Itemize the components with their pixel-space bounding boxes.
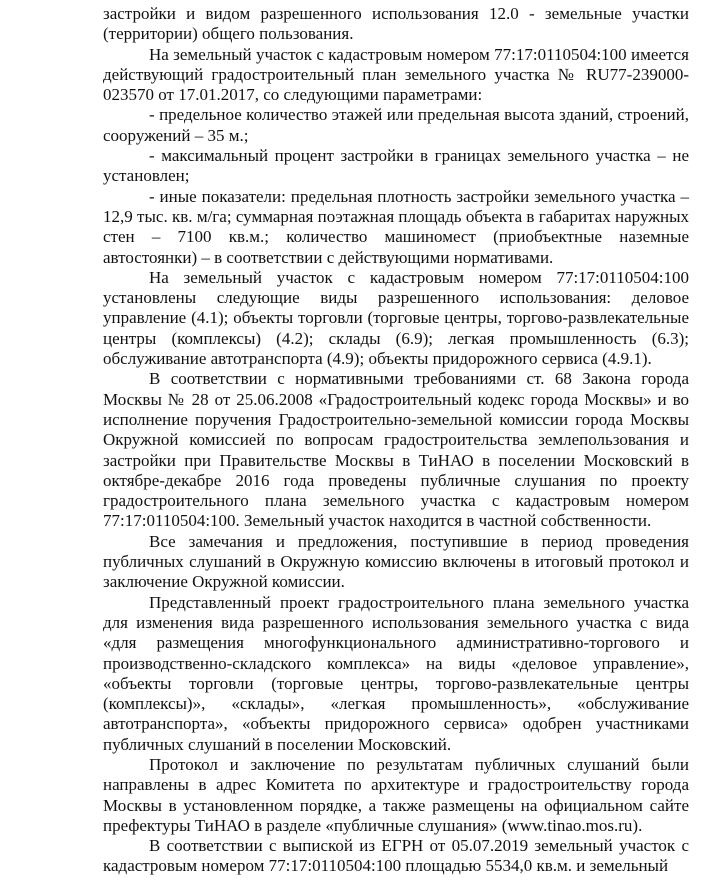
paragraph-urban-plan: На земельный участок с кадастровым номером 77:17:0110504:100 имеется действующий градостроительный план земельного участка № RU77-239000-023570 от 17.01.2017, со следующими параметрами:	[103, 44, 689, 105]
paragraph-egrn-extract: В соответствии с выпиской из ЕГРН от 05.07.2019 земельный участок с кадастровым номером 77:17:0110504:100 площадью 5534,0 кв.м. и земельный	[103, 836, 689, 876]
document-body	[103, 4, 689, 877]
list-item-coverage: - максимальный процент застройки в границах земельного участка – не установлен;	[103, 146, 689, 186]
paragraph-permitted-uses: На земельный участок с кадастровым номером 77:17:0110504:100 установлены следующие виды разрешенного использования: деловое управление (4.1); объекты торговли (торговые центры, торгово-развлекательные центры (комплексы) (4.2); склады (6.9); легкая промышленность (6.3); обслуживание автотранспорта (4.9); объекты придорожного сервиса (4.9.1).	[103, 267, 689, 369]
paragraph-public-hearings: В соответствии с нормативными требованиями ст. 68 Закона города Москвы № 28 от 25.06.2008 «Градостроительный кодекс города Москвы» и во исполнение поручения Градостроительно-земельной комиссии города Москвы Окружной комиссией по вопросам градостроительства землепользования и застройки при Правительстве Москвы в ТиНАО в поселении Московский в октябре-декабре 2016 года проведены публичные слушания по проекту градостроительного плана земельного участка с кадастровым номером 77:17:0110504:100. Земельный участок находится в частной собственности.	[103, 369, 689, 531]
paragraph-continuation: застройки и видом разрешенного использования 12.0 - земельные участки (территории) общего пользования.	[103, 4, 689, 44]
list-item-height-limit: - предельное количество этажей или предельная высота зданий, строений, сооружений – 35 м.;	[103, 105, 689, 145]
document-page	[0, 4, 713, 888]
paragraph-protocol: Протокол и заключение по результатам публичных слушаний были направлены в адрес Комитета по архитектуре и градостроительству города Москвы в установленном порядке, а также размещены на официальном сайте префектуры ТиНАО в разделе «публичные слушания» (www.tinao.mos.ru).	[103, 754, 689, 835]
paragraph-project-approval: Представленный проект градостроительного плана земельного участка для изменения вида разрешенного использования земельного участка с вида «для размещения многофункционального административно-торгового и производственно-складского комплекса» на виды «деловое управление», «объекты торговли (торговые центры, торгово-развлекательные центры (комплексы)», «склады», «легкая промышленность», «обслуживание автотранспорта», «объекты придорожного сервиса» одобрен участниками публичных слушаний в поселении Московский.	[103, 592, 689, 754]
paragraph-comments: Все замечания и предложения, поступившие в период проведения публичных слушаний в Окружную комиссию включены в итоговый протокол и заключение Окружной комиссии.	[103, 531, 689, 592]
list-item-other-indicators: - иные показатели: предельная плотность застройки земельного участка – 12,9 тыс. кв. м/га; суммарная поэтажная площадь объекта в габаритах наружных стен – 7100 кв.м.; количество машиномест (приобъектные наземные автостоянки) – в соответствии с действующими нормативами.	[103, 186, 689, 267]
